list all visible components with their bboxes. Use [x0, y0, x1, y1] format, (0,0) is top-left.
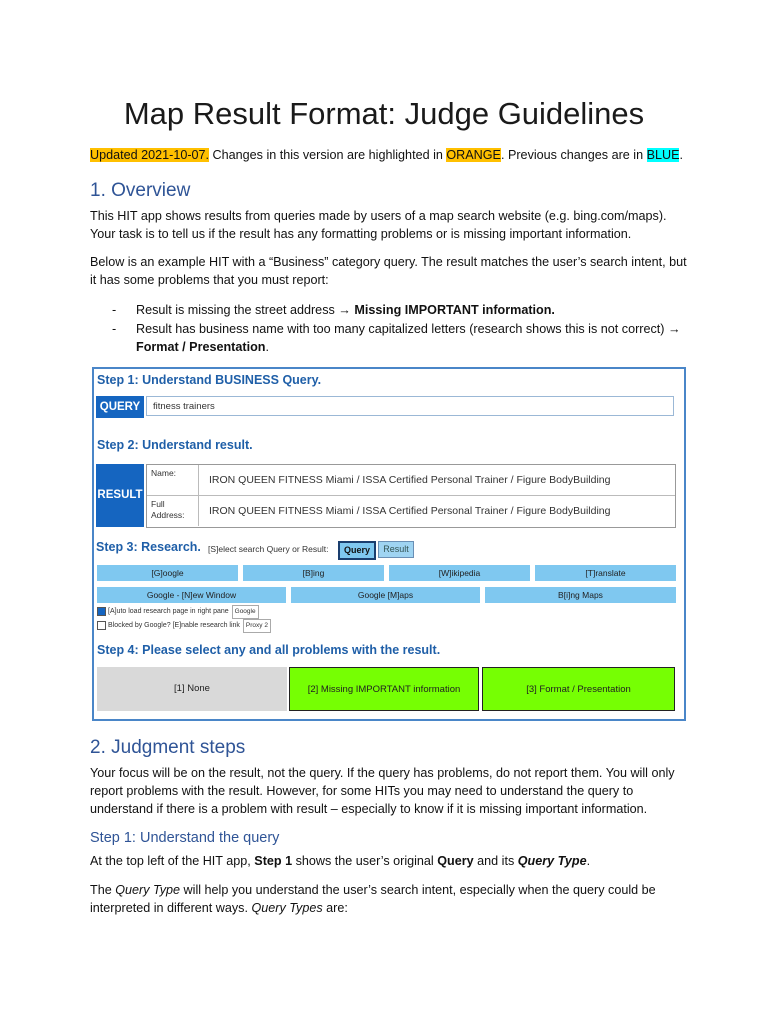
wikipedia-button[interactable]: [W]ikipedia — [389, 565, 530, 581]
proxy-select[interactable]: Proxy 2 — [243, 619, 271, 633]
result-toggle-button[interactable]: Result — [378, 541, 414, 558]
bullet-dash: - — [112, 303, 117, 317]
step4-title: Step 4: Please select any and all problems with the result. — [97, 643, 441, 657]
update-line: Updated 2021-10-07. Changes in this version are highlighted in ORANGE. Previous changes are in BLUE. — [90, 148, 683, 162]
blocked-checkbox[interactable] — [97, 621, 106, 630]
overview-para-2: Below is an example HIT with a “Business” category query. The result matches the user’s search intent, but it has some problems that you must report: — [90, 255, 687, 287]
none-problem-button[interactable]: [1] None — [97, 667, 287, 711]
result-address-row — [147, 496, 675, 526]
missing-info-button[interactable]: [2] Missing IMPORTANT information — [289, 667, 479, 711]
translate-button[interactable]: [T]ranslate — [535, 565, 676, 581]
select-label: [S]elect search Query or Result: — [208, 544, 329, 554]
query-toggle-button[interactable]: Query — [338, 541, 376, 560]
overview-heading: 1. Overview — [90, 180, 191, 201]
research-row-1 — [97, 565, 677, 581]
step3-title: Step 3: Research. — [96, 540, 201, 554]
blue-label: BLUE — [646, 148, 680, 162]
bing-maps-button[interactable]: B[i]ng Maps — [485, 587, 676, 603]
understand-query-heading: Step 1: Understand the query — [90, 830, 280, 846]
research-row-2 — [97, 587, 677, 603]
step2-title: Step 2: Understand result. — [97, 438, 253, 452]
result-table — [146, 464, 676, 528]
bullet-item-1: Result is missing the street address → Missing IMPORTANT information. — [136, 303, 555, 317]
address-key: Full Address: — [147, 496, 199, 526]
name-value: IRON QUEEN FITNESS Miami / ISSA Certified Personal Trainer / Figure BodyBuilding — [209, 474, 611, 486]
result-label: RESULT — [96, 464, 144, 527]
format-presentation-button[interactable]: [3] Format / Presentation — [482, 667, 675, 711]
judgment-heading: 2. Judgment steps — [90, 737, 246, 758]
overview-para-1: This HIT app shows results from queries made by users of a map search website (e.g. bing.com/maps). Your task is to tell us if the result has any formatting problems or is missing important information. — [90, 209, 667, 241]
bullet-dash: - — [112, 322, 117, 336]
query-box — [96, 396, 676, 418]
autoload-select[interactable]: Google — [232, 605, 259, 619]
blocked-option: Blocked by Google? [E]nable research link Proxy 2 — [97, 619, 271, 631]
update-date: Updated 2021-10-07. — [90, 148, 210, 162]
google-new-window-button[interactable]: Google - [N]ew Window — [97, 587, 286, 603]
orange-label: ORANGE — [446, 148, 501, 162]
bing-button[interactable]: [B]ing — [243, 565, 384, 581]
step1-title: Step 1: Understand BUSINESS Query. — [97, 373, 322, 387]
autoload-option: [A]uto load research page in right pane Google — [97, 605, 259, 617]
bullet-item-2: Result has business name with too many capitalized letters (research shows this is not correct) → Format / Presentation. — [136, 322, 681, 354]
result-name-row — [147, 465, 675, 496]
autoload-checkbox[interactable] — [97, 607, 106, 616]
page-title: Map Result Format: Judge Guidelines — [123, 96, 645, 131]
judgment-para-2: At the top left of the HIT app, Step 1 shows the user’s original Query and its Query Type. — [90, 854, 591, 868]
google-button[interactable]: [G]oogle — [97, 565, 238, 581]
google-maps-button[interactable]: Google [M]aps — [291, 587, 480, 603]
query-field[interactable]: fitness trainers — [146, 396, 674, 416]
judgment-para-3: The Query Type will help you understand the user’s search intent, especially when the query could be interpreted in different ways. Query Types are: — [90, 883, 656, 915]
query-label: QUERY — [96, 396, 144, 418]
judgment-para-1: Your focus will be on the result, not the query. If the query has problems, do not report them. You will only report problems with the result. However, for some HITs you may need to understand the query to understand if there is a problem with result – especially to know if it is missing important information. — [90, 766, 675, 816]
name-key: Name: — [147, 465, 199, 495]
address-value: IRON QUEEN FITNESS Miami / ISSA Certified Personal Trainer / Figure BodyBuilding — [209, 505, 611, 517]
example-hit-app — [92, 367, 686, 721]
